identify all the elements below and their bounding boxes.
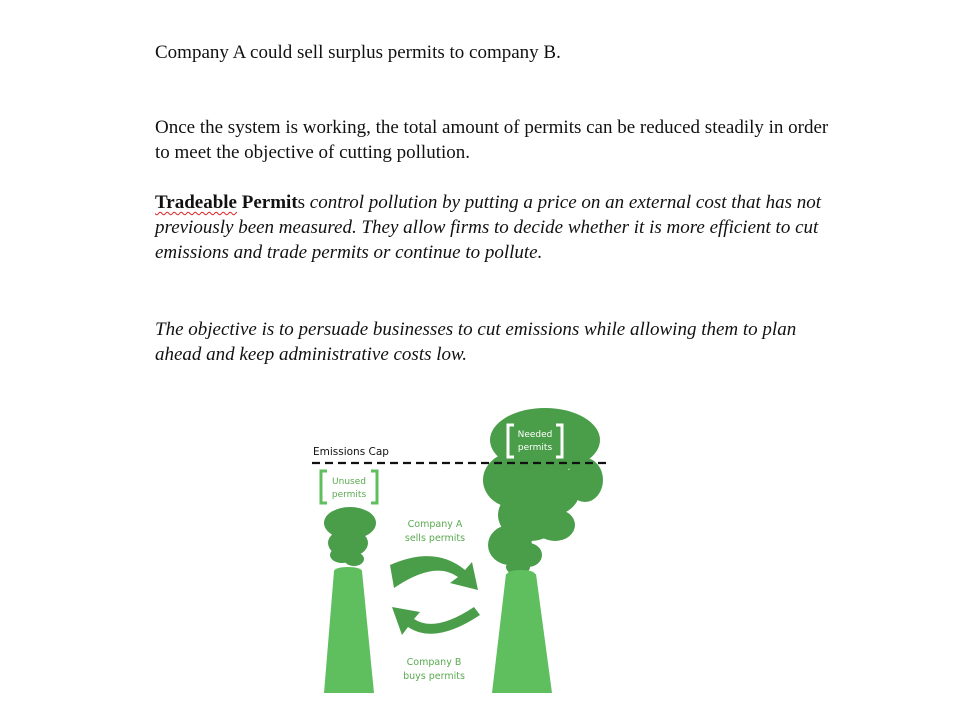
buy-permits-line1: Company B	[406, 657, 462, 668]
paragraph-reduce-permits-text: Once the system is working, the total amount of permits can be reduced steadily in order to meet the objective of cutting pollution.	[155, 117, 829, 163]
unused-permits-line1: Unused	[332, 477, 366, 487]
sell-permits-line1: Company A	[407, 519, 463, 530]
permit-trading-illustration	[300, 405, 620, 705]
sell-permits-line2: sells permits	[404, 533, 466, 544]
buy-permits-line2: buys permits	[403, 671, 465, 682]
term-permit-suffix: s	[297, 192, 306, 213]
unused-permits-line2: permits	[331, 490, 367, 500]
company-a-chimney	[324, 567, 374, 693]
permit-trading-diagram	[300, 405, 620, 705]
arrow-a-to-b	[390, 556, 478, 590]
unused-permits-label	[321, 471, 377, 503]
paragraph-reduce-permits	[155, 115, 835, 165]
paragraph-objective-text: The objective is to persuade businesses to cut emissions while allowing them to plan ahead and keep administrative costs low.	[155, 319, 797, 365]
company-b-chimney	[492, 570, 552, 693]
paragraph-objective	[155, 317, 835, 367]
paragraph-sell-surplus-text: Company A could sell surplus permits to company B.	[155, 42, 561, 63]
needed-permits-line1: Needed	[517, 430, 553, 440]
tradeable-permits-definition: control pollution by putting a price on an external cost that has not previously been measured. They allow firms to decide whether it is more efficient to cut emissions and trade permits or continue to pollute.	[155, 192, 821, 263]
term-tradeable: Tradeable	[155, 192, 237, 213]
arrow-b-to-a	[392, 607, 480, 635]
paragraph-tradeable-permits	[155, 190, 835, 265]
needed-permits-line2: permits	[517, 443, 553, 453]
company-a-smoke-cloud	[324, 507, 376, 566]
emissions-cap-label: Emissions Cap	[313, 446, 389, 458]
term-permit: Permit	[241, 192, 298, 213]
paragraph-sell-surplus	[155, 40, 835, 65]
